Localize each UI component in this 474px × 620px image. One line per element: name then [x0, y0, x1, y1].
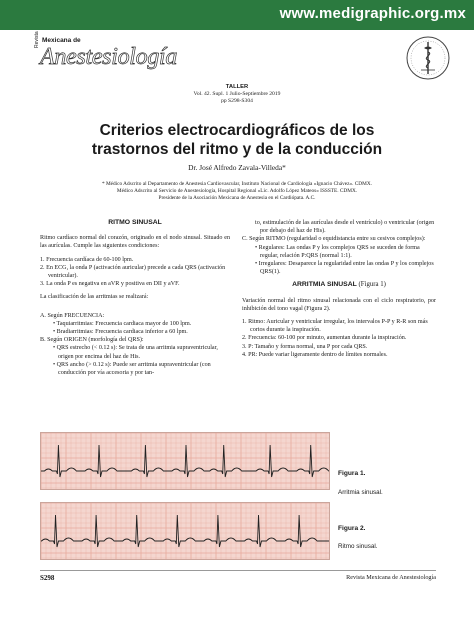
criteria-item: 4. PR: Puede variar ligeramente dentro de límites normales. — [242, 351, 388, 358]
criteria-item: 1. Ritmo: Auricular y ventricular irregular, los intervalos P-P y R-R son más cortos durante la inspiración. — [242, 319, 428, 334]
right-column — [242, 219, 436, 359]
classification-intro: La clasificación de las arritmias se realizará: — [40, 294, 149, 301]
figure-1-label: Figura 1. — [338, 470, 366, 477]
affiliation-2: Médico Adscrito al Servicio de Anestesiología, Hospital Regional «Lic. Adolfo López Mateos» ISSSTE. CDMX. — [116, 188, 358, 194]
journal-logo — [34, 31, 194, 78]
classification-a-item: • Taquiarritmias: Frecuencia cardiaca mayor de 100 lpm. — [53, 320, 192, 327]
article-title-line-1: Criterios electrocardiográficos de los — [99, 122, 375, 139]
article-title-line-2: trastornos del ritmo y de la conducción — [91, 141, 383, 158]
ritmo-sinusal-intro: Ritmo cardíaco normal del corazón, originado en el nodo sinusal. Situado en las aurículas. Cumple las siguientes condiciones: — [40, 235, 230, 250]
journal-logo-prefix-vertical: Revista — [34, 31, 40, 48]
figure-1-ecg-trace — [41, 433, 330, 490]
article-volume: Vol. 42. Supl. 1 Julio-Septiembre 2019 — [193, 91, 281, 97]
society-emblem-icon — [404, 34, 452, 82]
condition-item: 1. Frecuencia cardíaca de 60-100 lpm. — [40, 256, 134, 263]
criteria-item: 3. P: Tamaño y forma normal, una P por cada QRS. — [242, 343, 368, 350]
classification-a: A. Según FRECUENCIA: — [40, 312, 105, 319]
classification-c: C. Según RITMO (regularidad o equidistancia entre su cesivos complejos): — [242, 236, 426, 243]
figure-2-caption: Ritmo sinusal. — [338, 543, 378, 550]
footer-journal-name: Revista Mexicana de Anestesiología — [346, 574, 436, 581]
figure-2-label: Figura 2. — [338, 525, 366, 532]
article-type: TALLER — [225, 84, 249, 90]
classification-a-item: • Bradiarritmias: Frecuencia cardiaca inferior a 60 lpm. — [53, 329, 188, 336]
classification-b: B. Según ORIGEN (morfología del QRS): — [40, 337, 144, 344]
arritmia-sinusal-figure-ref: (Figura 1) — [358, 281, 386, 289]
article-pages: pp S298-S304 — [221, 98, 253, 104]
condition-item: 3. La onda P es negativa en aVR y positiva en DII y aVF. — [40, 281, 180, 288]
figure-1-ecg-strip — [40, 432, 330, 490]
article-title — [60, 121, 414, 159]
criteria-item: 2. Frecuencia: 60-100 por minuto, aumentan durante la inspiración. — [242, 335, 407, 342]
journal-logo-prefix: Mexicana de — [42, 37, 81, 44]
affiliation-3: Presidente de la Asociación Mexicana de Anestesia en el Cardiópata. A.C. — [158, 195, 316, 201]
article-author: Dr. José Alfredo Zavala-Villeda* — [188, 163, 286, 172]
arritmia-sinusal-title: ARRITMIA SINUSAL — [292, 281, 357, 289]
site-url-link[interactable]: www.medigraphic.org.mx — [279, 5, 466, 22]
affiliation-1: * Médico Adscrito al Departamento de Anestesia Cardiovascular, Instituto Nacional de Cardiología «Ignacio Chávez». CDMX. — [101, 181, 372, 187]
figure-2-ecg-strip — [40, 502, 330, 560]
site-banner — [0, 0, 474, 30]
arritmia-sinusal-intro: Variación normal del ritmo sinusal relacionada con el ciclo respiratorio, por inhibición del tono vagal (Figura 2). — [242, 297, 436, 312]
section-heading-ritmo-sinusal: RITMO SINUSAL — [108, 219, 162, 226]
classification-b-continuation: to, estimulación de las aurículas desde el ventrículo) o ventricular (origen por debajo del haz de His). — [255, 220, 435, 235]
left-column — [40, 219, 230, 377]
ecg-trace-line — [41, 515, 330, 547]
footer-page-number: S298 — [40, 574, 55, 582]
classification-c-item: • Irregulares: Desaparece la regularidad entre las ondas P y los complejos QRS(1). — [255, 261, 434, 276]
classification-b-item: • QRS estrecho (< 0.12 s): Se trata de una arritmia supraventricular, origen por encima del haz de His. — [53, 345, 218, 360]
classification-b-item: • QRS ancho (> 0.12 s): Puede ser arritmia supraventricular (con conducción por vía accesoria y por tan- — [53, 361, 211, 377]
classification-c-item: • Regulares: Las ondas P y los complejos QRS se suceden de forma regular, relación P:QRS (normal 1:1). — [255, 244, 420, 259]
section-heading-arritmia-sinusal — [242, 281, 436, 289]
journal-logo-name: Anestesiología — [40, 44, 178, 70]
condition-item: 2. En ECG, la onda P (activación auricular) precede a cada QRS (activación ventricular). — [40, 264, 226, 280]
figure-2-ecg-trace — [41, 503, 330, 560]
footer-divider — [40, 570, 436, 571]
ecg-trace-line — [41, 445, 330, 477]
figure-1-caption: Arritmia sinusal. — [338, 489, 383, 496]
